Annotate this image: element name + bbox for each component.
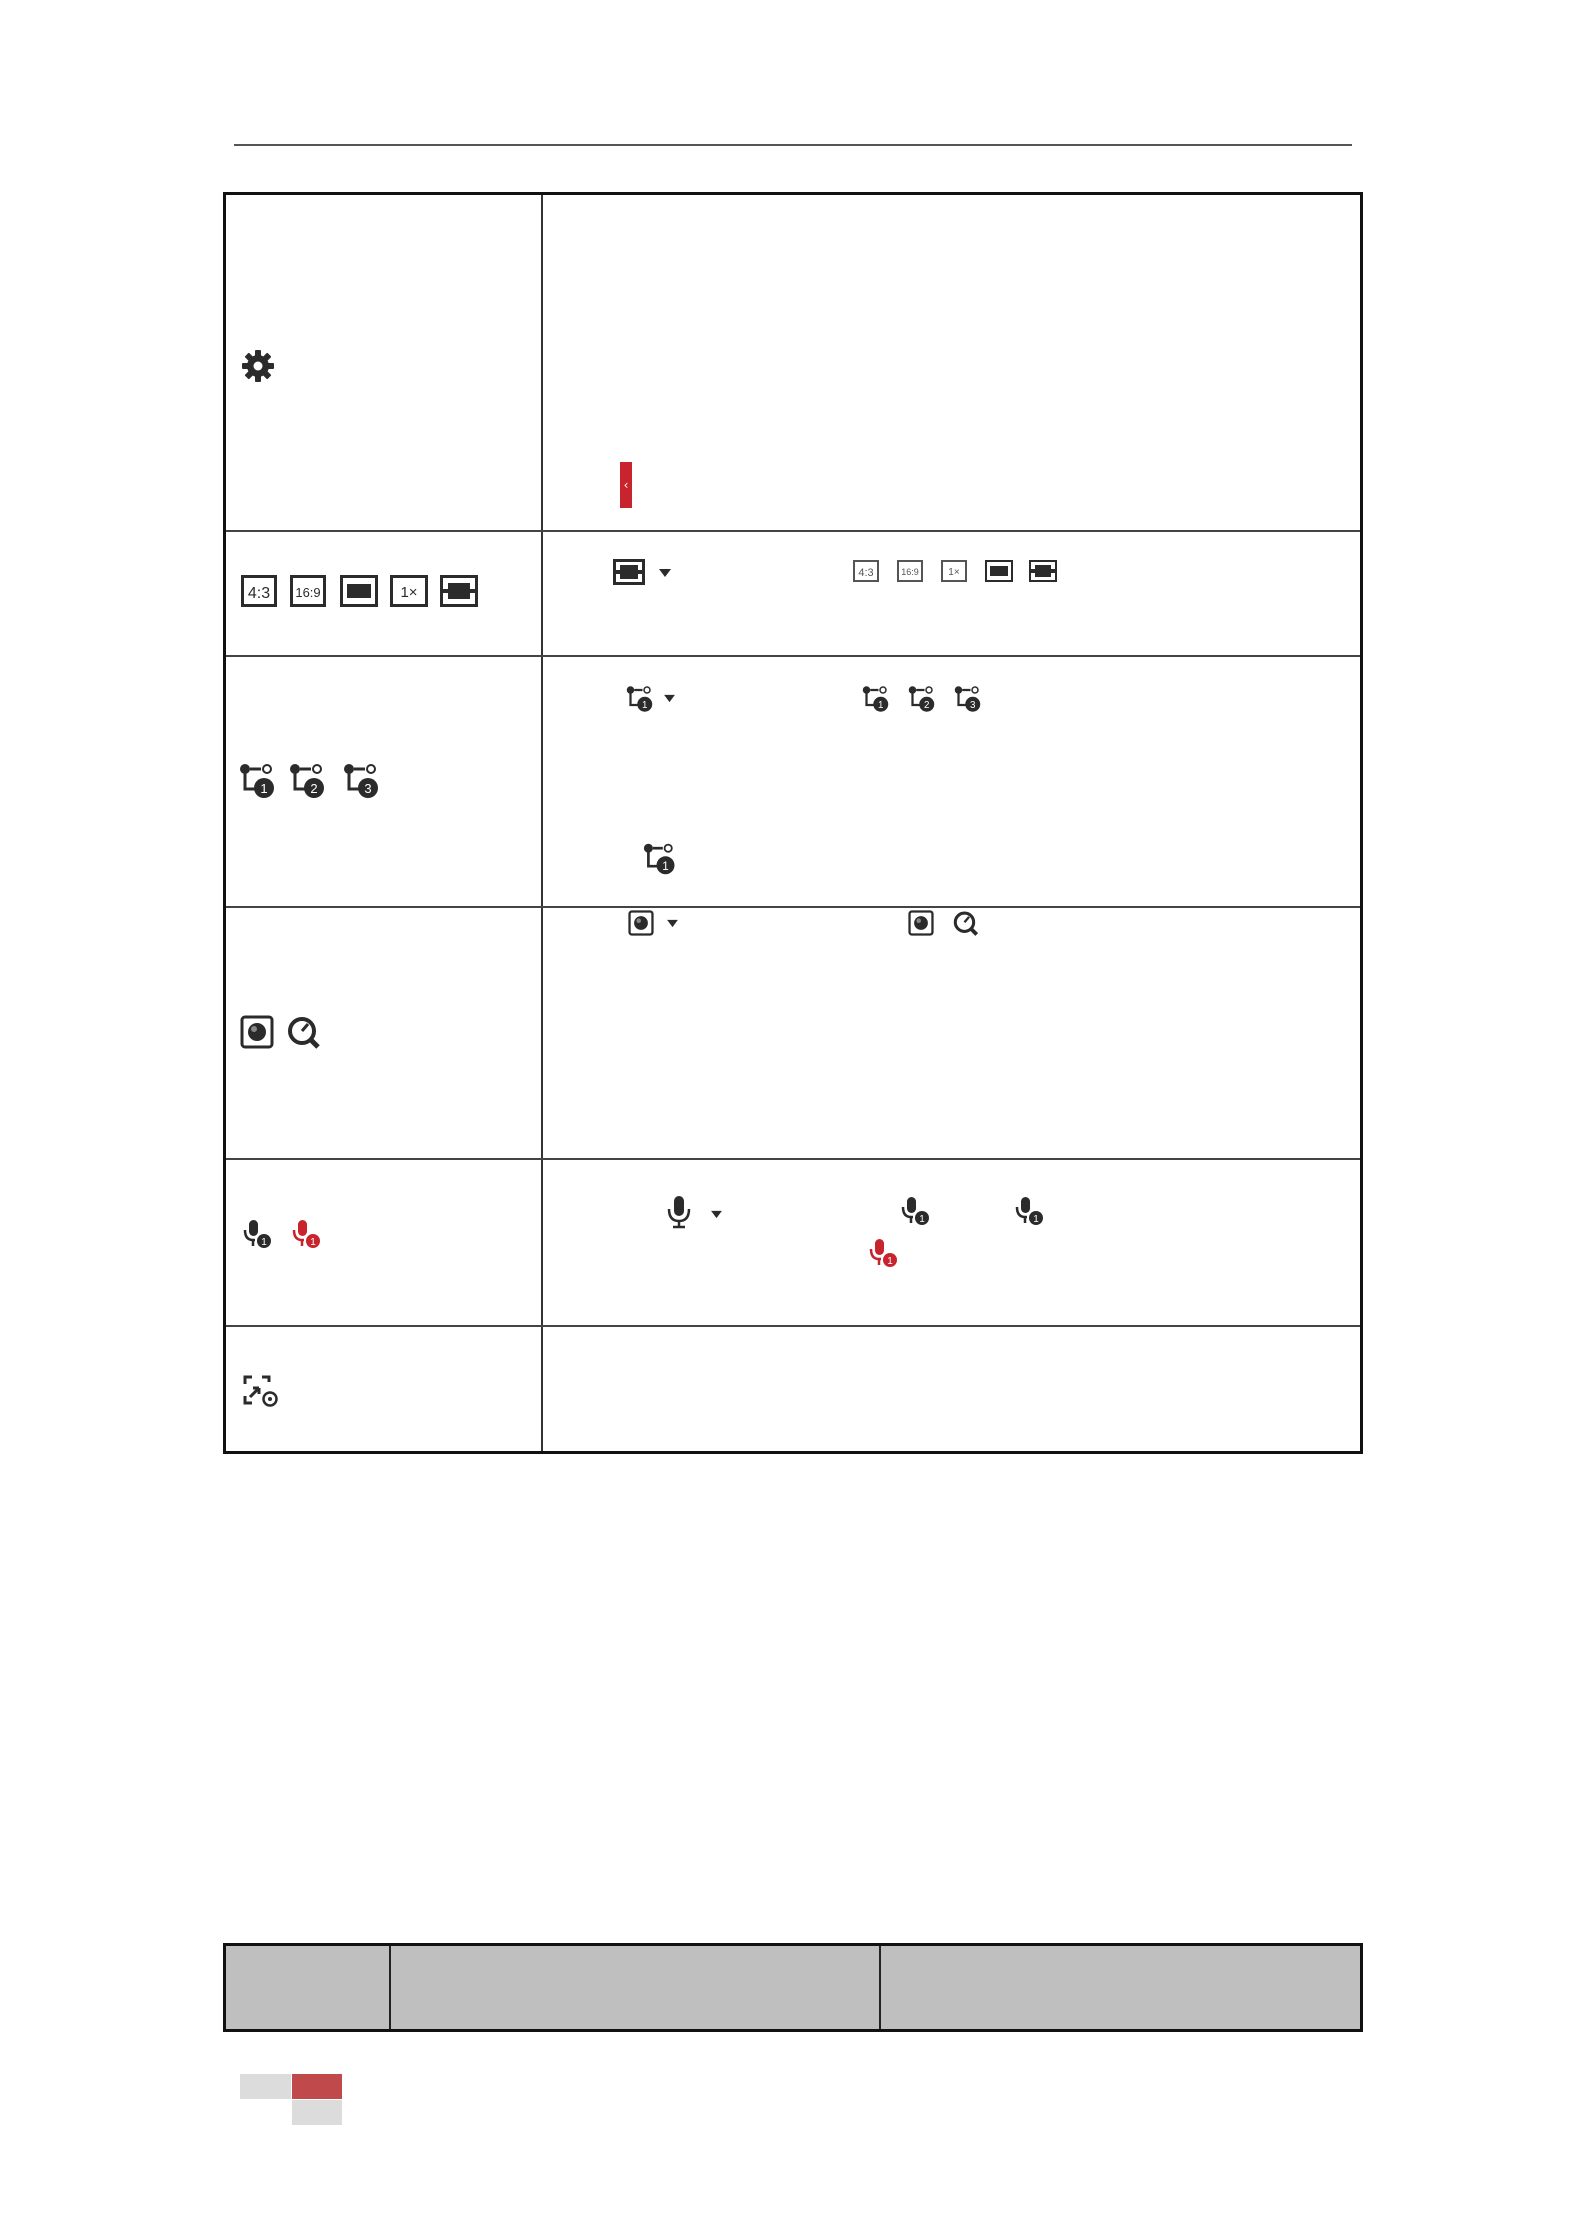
svg-text:1: 1 [310, 1237, 316, 1248]
audio-channel-1-small-icon [1015, 1195, 1045, 1227]
audio-channel-1-muted-icon[interactable] [292, 1218, 322, 1250]
ratio-1x-icon[interactable] [390, 575, 428, 607]
ratio-1x-small-icon [941, 560, 967, 582]
ratio-16-9-small-label: 16:9 [901, 567, 919, 577]
webcomponents-plugin-icon[interactable] [240, 1015, 274, 1049]
stream-3-icon[interactable] [343, 763, 383, 799]
ratio-16-9-small-icon [897, 560, 923, 582]
row-divider [226, 530, 1360, 532]
row-divider [226, 655, 1360, 657]
stream-2-icon[interactable] [289, 763, 329, 799]
row-divider [226, 906, 1360, 908]
stream-1-icon[interactable] [239, 763, 279, 799]
digital-zoom-icon[interactable] [243, 1375, 279, 1407]
svg-text:1: 1 [1033, 1214, 1039, 1225]
row-divider [226, 1158, 1360, 1160]
table-header-row [223, 1943, 1363, 2032]
ratio-16-9-label: 16:9 [295, 585, 321, 600]
chevron-down-icon[interactable] [658, 568, 672, 578]
ratio-fit-dropdown-icon[interactable] [613, 559, 645, 585]
ratio-4-3-small-label: 4:3 [858, 567, 874, 579]
stream-1-icon [643, 842, 679, 876]
column-divider [541, 195, 543, 1451]
header-rule [234, 144, 1352, 146]
quicktime-small-icon [952, 910, 980, 936]
microphone-dropdown-icon[interactable] [666, 1195, 692, 1229]
stream-2-small-icon [908, 685, 938, 713]
footer-block-light [240, 2074, 291, 2099]
footer-block-light [292, 2100, 342, 2125]
svg-text:2: 2 [924, 700, 930, 711]
chevron-down-icon[interactable] [666, 919, 679, 928]
audio-channel-1-icon[interactable] [243, 1218, 273, 1250]
svg-text:2: 2 [310, 781, 318, 796]
panel-collapse-tab[interactable] [620, 462, 632, 508]
quicktime-plugin-icon[interactable] [286, 1015, 322, 1049]
ratio-fit-icon[interactable] [440, 575, 478, 607]
svg-text:1: 1 [878, 700, 884, 711]
ratio-4-3-label: 4:3 [247, 585, 271, 602]
svg-text:1: 1 [919, 1214, 925, 1225]
footer-block-red [292, 2074, 342, 2099]
svg-text:1: 1 [642, 700, 648, 711]
stream-3-small-icon [954, 685, 984, 713]
stream-1-dropdown-icon[interactable] [626, 685, 656, 713]
webcomponents-small-icon [908, 910, 934, 936]
collapse-arrow-icon: ‹ [623, 478, 629, 492]
ratio-original-icon[interactable] [340, 575, 378, 607]
gear-icon[interactable] [240, 348, 276, 384]
ratio-4-3-icon[interactable] [241, 575, 277, 607]
audio-channel-1-muted-small-icon [869, 1237, 899, 1269]
ratio-1x-label: 1× [400, 584, 418, 601]
svg-text:3: 3 [970, 700, 976, 711]
chevron-down-icon[interactable] [663, 694, 676, 703]
chevron-down-icon[interactable] [710, 1210, 723, 1219]
column-divider [879, 1946, 881, 2029]
icon-description-table [223, 192, 1363, 1454]
audio-channel-1-small-icon [901, 1195, 931, 1227]
ratio-16-9-icon[interactable] [290, 575, 326, 607]
ratio-4-3-small-icon [853, 560, 879, 582]
svg-text:1: 1 [261, 1237, 267, 1248]
webcomponents-dropdown-icon[interactable] [628, 910, 654, 936]
svg-text:1: 1 [260, 781, 268, 796]
row-divider [226, 1325, 1360, 1327]
svg-text:1: 1 [887, 1256, 893, 1267]
stream-1-small-icon [862, 685, 892, 713]
column-divider [389, 1946, 391, 2029]
ratio-1x-small-label: 1× [948, 567, 960, 578]
svg-text:1: 1 [662, 859, 669, 873]
ratio-original-small-icon [985, 560, 1013, 582]
ratio-fit-small-icon [1029, 560, 1057, 582]
svg-text:3: 3 [364, 781, 372, 796]
